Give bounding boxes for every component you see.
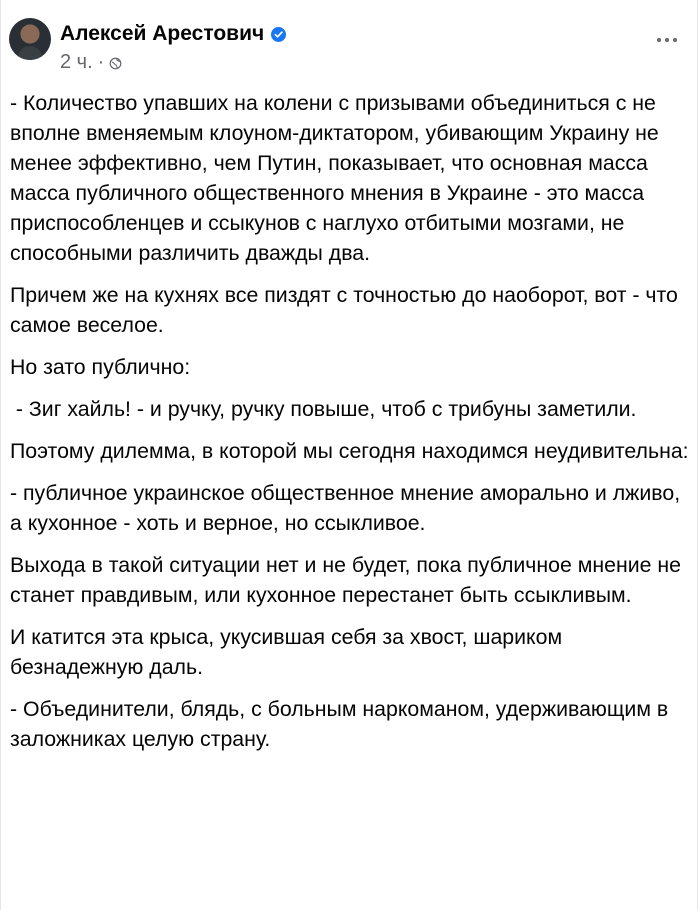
post-header: [1, 0, 698, 90]
more-dot: [665, 38, 669, 42]
post-paragraph-7: Выхода в такой ситуации нет и не будет, пока публичное мнение не станет правдивым, или кухонное перестанет быть ссыкливым.: [10, 553, 687, 607]
more-dot: [673, 38, 677, 42]
post-paragraph-5: Поэтому дилемма, в которой мы сегодня находимся неудивительна:: [10, 439, 689, 463]
post-paragraph-1: - Количество упавших на колени с призывами объединиться с не вполне вменяемым клоуном-диктатором, убивающим Украину не менее эффективно, чем Путин, показывает, что основная масса масса публичного общественного мнения в Украине - это масса приспособленцев и ссыкунов с наглухо отбитыми мозгами, не способными различить дважды два.: [10, 91, 665, 265]
author-name[interactable]: Алексей Арестович: [60, 22, 265, 45]
post-paragraph-4: - Зиг хайль! - и ручку, ручку повыше, чтоб с трибуны заметили.: [10, 397, 637, 421]
post-paragraph-3: Но зато публично:: [10, 355, 191, 379]
post-timestamp[interactable]: 2 ч.: [60, 50, 93, 73]
post-body: [10, 88, 694, 766]
post-paragraph-2: Причем же на кухнях все пиздят с точностью до наоборот, вот - что самое веселое.: [10, 283, 684, 337]
author-avatar[interactable]: [9, 18, 51, 60]
more-dot: [657, 38, 661, 42]
post-meta: [60, 50, 122, 74]
post-paragraph-8: И катится эта крыса, укусившая себя за хвост, шариком безнадежную даль.: [10, 625, 569, 679]
verified-badge-icon: [271, 27, 286, 42]
post-paragraph-6: - публичное украинское общественное мнение аморально и лживо, а кухонное - хоть и верное, но ссыкливое.: [10, 481, 687, 535]
post-paragraph-9: - Объединители, блядь, с больным наркоманом, удерживающим в заложниках целую страну.: [10, 697, 675, 751]
author-row: [60, 20, 286, 48]
meta-separator: ·: [97, 50, 105, 73]
more-options-icon[interactable]: [657, 36, 677, 44]
globe-icon[interactable]: [109, 57, 122, 70]
